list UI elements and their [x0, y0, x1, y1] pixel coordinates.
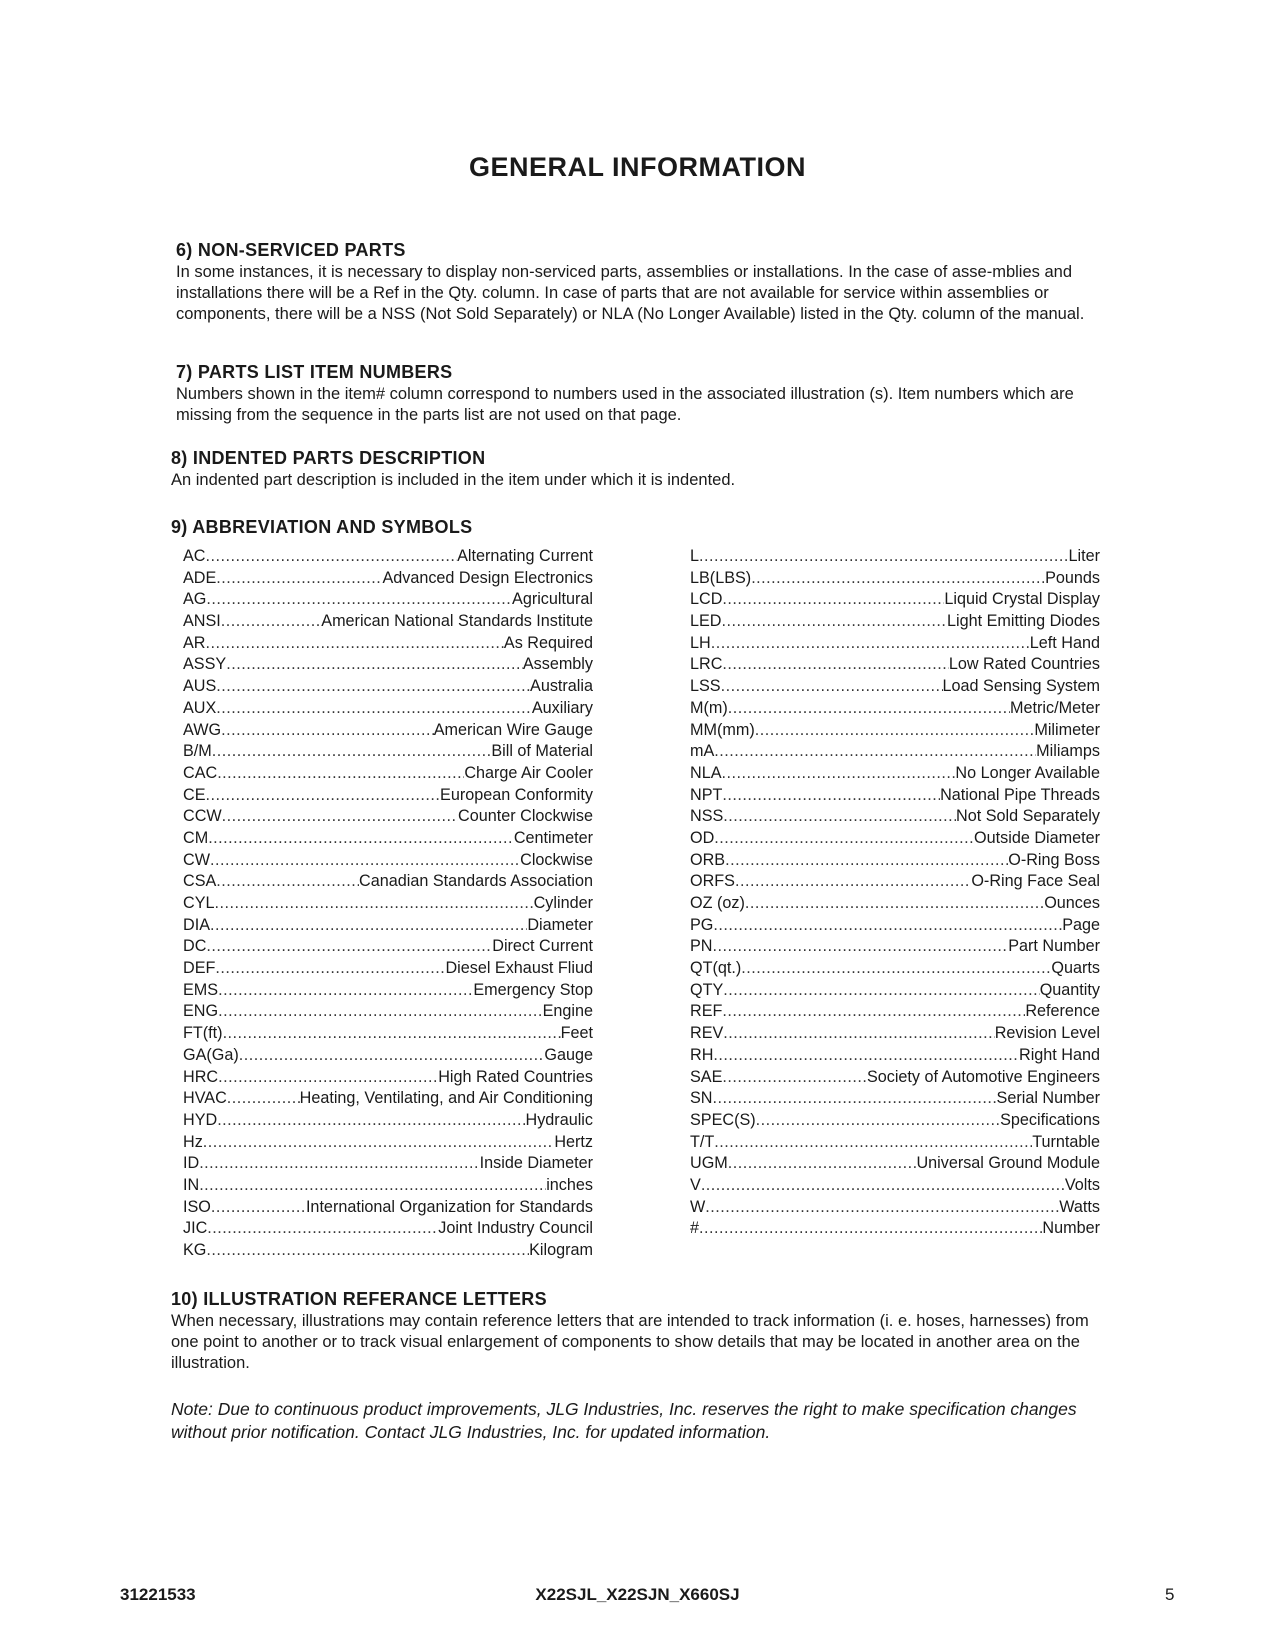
dot-leader [699, 546, 1068, 568]
abbreviation-code: HVAC [183, 1089, 227, 1108]
section-heading: 8) INDENTED PARTS DESCRIPTION [171, 448, 486, 468]
abbreviation-code: B/M [183, 742, 212, 761]
abbreviation-row [690, 936, 1100, 958]
abbreviation-row [690, 1197, 1100, 1219]
abbreviation-meaning: Universal Ground Module [916, 1154, 1100, 1173]
abbreviation-row [690, 546, 1100, 568]
dot-leader [216, 568, 382, 590]
dot-leader [741, 958, 1051, 980]
section-non-serviced-parts [176, 240, 1116, 325]
abbreviation-meaning: Reference [1025, 1002, 1100, 1021]
abbreviation-meaning: Society of Automotive Engineers [866, 1067, 1100, 1086]
abbreviation-meaning: Part Number [1008, 937, 1100, 956]
abbreviation-code: LRC [690, 655, 723, 674]
dot-leader [199, 1153, 479, 1175]
abbreviation-code: LB(LBS) [690, 568, 752, 587]
abbreviation-row [183, 806, 593, 828]
abbreviation-meaning: inches [546, 1175, 593, 1194]
abbreviation-row [690, 1153, 1100, 1175]
abbreviation-row [690, 741, 1100, 763]
abbreviation-meaning: Agricultural [512, 590, 593, 609]
abbreviation-meaning: Milimeter [1034, 720, 1100, 739]
abbreviation-code: ORFS [690, 872, 735, 891]
dot-leader [226, 654, 523, 676]
abbreviation-code: # [690, 1219, 700, 1238]
dot-leader [721, 676, 943, 698]
dot-leader [222, 806, 458, 828]
abbreviation-code: DIA [183, 915, 210, 934]
abbreviation-row [690, 1023, 1100, 1045]
dot-leader [210, 850, 520, 872]
abbreviation-row [690, 1175, 1100, 1197]
dot-leader [699, 1218, 1042, 1240]
dot-leader [217, 1110, 525, 1132]
dot-leader [714, 741, 1036, 763]
dot-leader [723, 980, 1039, 1002]
abbreviation-meaning: Hertz [554, 1132, 593, 1151]
abbreviation-code: LCD [690, 590, 723, 609]
abbreviation-code: DEF [183, 959, 216, 978]
dot-leader [713, 936, 1009, 958]
abbreviation-code: ID [183, 1154, 200, 1173]
abbreviation-meaning: Number [1042, 1219, 1100, 1238]
abbreviation-row [690, 850, 1100, 872]
section-parts-list-item-numbers [176, 362, 1116, 426]
section-indented-parts-description [171, 448, 1111, 491]
abbreviation-code: ADE [183, 568, 217, 587]
abbreviation-row [183, 828, 593, 850]
dot-leader [207, 1218, 438, 1240]
abbreviation-row [183, 1218, 593, 1240]
abbreviation-meaning: American National Standards Institute [321, 612, 593, 631]
abbreviation-row [183, 936, 593, 958]
abbreviation-meaning: Bill of Material [491, 742, 593, 761]
abbreviation-code: CCW [183, 807, 222, 826]
abbreviation-row [690, 915, 1100, 937]
abbreviation-meaning: Engine [542, 1002, 593, 1021]
abbreviation-code: T/T [690, 1132, 715, 1151]
abbreviation-row [183, 676, 593, 698]
abbreviation-code: SN [690, 1089, 713, 1108]
abbreviation-code: LED [690, 612, 722, 631]
dot-leader [713, 1088, 997, 1110]
abbreviation-meaning: Diesel Exhaust Fliud [445, 959, 593, 978]
dot-leader [728, 1153, 917, 1175]
abbreviation-row [690, 871, 1100, 893]
abbreviation-row [183, 763, 593, 785]
dot-leader [206, 1240, 529, 1262]
abbreviation-code: CAC [183, 763, 218, 782]
dot-leader [212, 741, 492, 763]
abbreviation-meaning: Kilogram [529, 1241, 593, 1259]
abbreviation-row [183, 1110, 593, 1132]
abbreviation-row [690, 785, 1100, 807]
abbreviation-row [690, 1045, 1100, 1067]
section-heading: 7) PARTS LIST ITEM NUMBERS [176, 362, 453, 382]
abbreviation-meaning: Load Sensing System [942, 677, 1100, 696]
abbreviation-meaning: Liter [1068, 547, 1100, 565]
abbreviation-meaning: International Organization for Standards [305, 1197, 593, 1216]
abbreviation-code: CE [183, 785, 206, 804]
abbreviation-code: QT(qt.) [690, 959, 742, 978]
abbreviation-code: SPEC(S) [690, 1110, 756, 1129]
abbreviation-code: PN [690, 937, 713, 956]
abbreviation-row [183, 1023, 593, 1045]
abbreviation-meaning: Emergency Stop [473, 980, 593, 999]
abbreviation-code: Hz [183, 1132, 203, 1151]
abbreviation-meaning: Turntable [1032, 1132, 1100, 1151]
abbreviation-row [690, 1067, 1100, 1089]
footer-models: X22SJL_X22SJN_X660SJ [535, 1585, 740, 1604]
abbreviation-row [690, 654, 1100, 676]
abbreviation-meaning: Direct Current [492, 937, 593, 956]
abbreviation-code: RH [690, 1045, 714, 1064]
abbreviation-meaning: Advanced Design Electronics [382, 568, 593, 587]
dot-leader [203, 1132, 555, 1154]
abbreviation-code: CW [183, 850, 210, 869]
abbreviation-row [690, 698, 1100, 720]
abbreviation-code: L [690, 547, 700, 565]
dot-leader [723, 806, 956, 828]
abbreviation-row [690, 958, 1100, 980]
section-body: Numbers shown in the item# column correspond to numbers used in the associated illustration (s). Item numbers which are missing from the sequence in the parts list are not used on that page. [176, 385, 1074, 424]
abbreviation-code: FT(ft) [183, 1024, 223, 1043]
abbreviation-meaning: Not Sold Separately [956, 807, 1100, 826]
abbreviation-row [183, 1088, 593, 1110]
abbreviation-code: DC [183, 937, 207, 956]
abbreviation-code: MM(mm) [690, 720, 755, 739]
abbreviation-meaning: Cylinder [533, 894, 593, 912]
dot-leader [206, 936, 492, 958]
abbreviation-row [183, 1132, 593, 1154]
abbreviation-meaning: American Wire Gauge [433, 720, 593, 739]
dot-leader [208, 828, 514, 850]
abbreviation-code: NLA [690, 763, 722, 782]
abbreviation-code: HYD [183, 1110, 218, 1129]
abbreviation-code: M(m) [690, 698, 728, 717]
abbreviation-meaning: Serial Number [996, 1089, 1100, 1108]
section-heading: 9) ABBREVIATION AND SYMBOLS [171, 517, 473, 537]
abbreviation-code: SAE [690, 1067, 723, 1086]
dot-leader [722, 1067, 867, 1089]
abbreviation-row [690, 633, 1100, 655]
section-heading: 6) NON-SERVICED PARTS [176, 240, 406, 260]
dot-leader [206, 785, 441, 807]
abbreviation-meaning: Quarts [1051, 959, 1100, 978]
abbreviation-row [183, 698, 593, 720]
abbreviation-meaning: Ounces [1044, 894, 1100, 912]
dot-leader [221, 720, 434, 742]
abbreviation-meaning: Feet [560, 1024, 593, 1043]
abbreviation-code: JIC [183, 1219, 208, 1238]
abbreviation-meaning: Joint Industry Council [438, 1219, 593, 1238]
abbreviation-meaning: Quantity [1039, 980, 1100, 999]
abbreviation-code: NSS [690, 807, 724, 826]
abbreviation-meaning: Left Hand [1029, 633, 1100, 652]
abbreviation-code: ENG [183, 1002, 219, 1021]
section-illustration-reference-letters [171, 1289, 1111, 1374]
dot-leader [206, 546, 458, 568]
abbreviation-code: AG [183, 590, 207, 609]
abbreviation-row [690, 1132, 1100, 1154]
dot-leader [218, 980, 473, 1002]
abbreviation-meaning: European Conformity [440, 785, 593, 804]
dot-leader [745, 893, 1044, 915]
dot-leader [711, 633, 1030, 655]
abbreviation-code: CM [183, 828, 209, 847]
dot-leader [210, 915, 527, 937]
dot-leader [223, 1023, 561, 1045]
abbreviation-meaning: As Required [503, 633, 593, 652]
dot-leader [722, 589, 944, 611]
dot-leader [199, 1175, 546, 1197]
section-abbreviations [171, 517, 1111, 539]
abbreviation-meaning: Metric/Meter [1010, 698, 1100, 717]
abbreviation-row [183, 1240, 593, 1262]
abbreviation-meaning: Outside Diameter [974, 828, 1100, 847]
note-text: Note: Due to continuous product improvements, JLG Industries, Inc. reserves the right to make specification changes without prior notification. Contact JLG Industries, Inc. for updated information. [171, 1399, 1077, 1442]
abbreviation-meaning: Auxiliary [531, 698, 593, 717]
abbreviation-meaning: Volts [1064, 1175, 1100, 1194]
abbreviation-code: REV [690, 1024, 724, 1043]
abbreviation-row [183, 1175, 593, 1197]
abbreviation-meaning: Charge Air Cooler [464, 763, 593, 782]
abbreviation-code: REF [690, 1002, 723, 1021]
abbreviation-list-right [690, 546, 1100, 1240]
abbreviation-code: ASSY [183, 655, 227, 674]
footer-doc-number: 31221533 [120, 1585, 196, 1604]
abbreviation-code: NPT [690, 785, 723, 804]
abbreviation-row [183, 980, 593, 1002]
abbreviation-code: OD [690, 828, 715, 847]
abbreviation-meaning: Liquid Crystal Display [944, 590, 1100, 609]
abbreviation-row [690, 1110, 1100, 1132]
abbreviation-meaning: Watts [1059, 1197, 1100, 1216]
dot-leader [216, 871, 359, 893]
dot-leader [714, 828, 974, 850]
abbreviation-meaning: No Longer Available [955, 763, 1100, 782]
dot-leader [714, 1132, 1032, 1154]
abbreviation-row [690, 980, 1100, 1002]
abbreviation-row [183, 1067, 593, 1089]
abbreviation-code: CYL [183, 894, 215, 912]
abbreviation-code: EMS [183, 980, 219, 999]
abbreviation-row [690, 589, 1100, 611]
abbreviation-row [183, 633, 593, 655]
abbreviation-code: ISO [183, 1197, 211, 1216]
dot-leader [723, 1023, 994, 1045]
abbreviation-row [690, 611, 1100, 633]
dot-leader [725, 850, 1008, 872]
dot-leader [216, 698, 532, 720]
abbreviation-meaning: Inside Diameter [479, 1154, 593, 1173]
abbreviation-meaning: Hydraulic [525, 1110, 593, 1129]
abbreviation-row [183, 871, 593, 893]
abbreviation-row [690, 828, 1100, 850]
dot-leader [705, 1197, 1059, 1219]
abbreviation-code: LH [690, 633, 711, 652]
abbreviation-meaning: Heating, Ventilating, and Air Conditioning [299, 1089, 593, 1108]
abbreviation-row [183, 589, 593, 611]
dot-leader [218, 1001, 543, 1023]
dot-leader [216, 676, 530, 698]
dot-leader [206, 633, 504, 655]
section-body: An indented part description is included in the item under which it is indented. [171, 471, 736, 489]
dot-leader [722, 611, 948, 633]
dot-leader [756, 1110, 1000, 1132]
dot-leader [722, 1001, 1025, 1023]
abbreviation-row [183, 654, 593, 676]
dot-leader [206, 589, 512, 611]
abbreviation-row [183, 1197, 593, 1219]
abbreviation-row [690, 720, 1100, 742]
dot-leader [217, 763, 464, 785]
abbreviation-row [183, 741, 593, 763]
dot-leader [701, 1175, 1065, 1197]
abbreviation-code: LSS [690, 677, 721, 696]
dot-leader [227, 1088, 300, 1110]
abbreviation-code: ORB [690, 850, 726, 869]
abbreviation-code: AWG [183, 720, 222, 739]
abbreviation-row [183, 958, 593, 980]
abbreviation-row [690, 1001, 1100, 1023]
abbreviation-row [690, 806, 1100, 828]
abbreviation-code: AUX [183, 698, 217, 717]
abbreviation-meaning: Canadian Standards Association [359, 872, 593, 891]
abbreviation-meaning: Assembly [522, 655, 593, 674]
abbreviation-row [690, 893, 1100, 915]
dot-leader [755, 720, 1035, 742]
abbreviation-row [690, 763, 1100, 785]
dot-leader [722, 785, 940, 807]
abbreviation-code: QTY [690, 980, 724, 999]
abbreviation-row [690, 1088, 1100, 1110]
page-title: GENERAL INFORMATION [469, 152, 806, 182]
abbreviation-row [183, 915, 593, 937]
dot-leader [728, 698, 1010, 720]
abbreviation-code: HRC [183, 1067, 219, 1086]
abbreviation-meaning: Low Rated Countries [948, 655, 1100, 674]
dot-leader [215, 893, 534, 915]
abbreviation-row [183, 1153, 593, 1175]
footer-page-number: 5 [1165, 1585, 1175, 1604]
abbreviation-row [183, 720, 593, 742]
abbreviation-row [183, 546, 593, 568]
abbreviation-meaning: Pounds [1045, 568, 1100, 587]
section-heading: 10) ILLUSTRATION REFERANCE LETTERS [171, 1289, 547, 1309]
abbreviation-meaning: Specifications [1000, 1110, 1100, 1129]
abbreviation-row [183, 611, 593, 633]
abbreviation-row [690, 676, 1100, 698]
section-body: When necessary, illustrations may contain reference letters that are intended to track information (i. e. hoses, harnesses) from one point to another or to track visual enlargement of components to show details that may be located in another area on the illustration. [171, 1312, 1089, 1372]
dot-leader [211, 1197, 306, 1219]
abbreviation-meaning: Gauge [544, 1045, 593, 1064]
abbreviation-code: OZ (oz) [690, 894, 745, 912]
abbreviation-row [183, 785, 593, 807]
abbreviation-row [183, 850, 593, 872]
abbreviation-list-left [183, 546, 593, 1262]
abbreviation-row [183, 1045, 593, 1067]
abbreviation-meaning: O-Ring Face Seal [971, 872, 1100, 891]
abbreviation-row [690, 1218, 1100, 1240]
dot-leader [751, 568, 1045, 590]
abbreviation-row [183, 568, 593, 590]
dot-leader [215, 958, 445, 980]
abbreviation-code: ANSI [183, 612, 221, 631]
dot-leader [239, 1045, 545, 1067]
abbreviation-code: CSA [183, 872, 217, 891]
abbreviation-meaning: National Pipe Threads [940, 785, 1100, 804]
abbreviation-meaning: High Rated Countries [438, 1067, 593, 1086]
section-body: In some instances, it is necessary to display non-serviced parts, assemblies or installations. In the case of asse-mblies and installations there will be a Ref in the Qty. column. In case of parts that are not available for service within assemblies or components, there will be a NSS (Not Sold Separately) or NLA (No Longer Available) listed in the Qty. column of the manual. [176, 263, 1085, 323]
abbreviation-meaning: O-Ring Boss [1008, 850, 1100, 869]
dot-leader [722, 654, 948, 676]
abbreviation-code: GA(Ga) [183, 1045, 239, 1064]
abbreviation-code: W [690, 1197, 706, 1216]
abbreviation-code: KG [183, 1241, 207, 1259]
dot-leader [221, 611, 321, 633]
abbreviation-meaning: Light Emitting Diodes [947, 612, 1100, 631]
abbreviation-row [183, 1001, 593, 1023]
abbreviation-code: AR [183, 633, 206, 652]
abbreviation-meaning: Alternating Current [457, 547, 593, 565]
dot-leader [713, 1045, 1019, 1067]
abbreviation-code: AC [183, 547, 206, 565]
dot-leader [722, 763, 956, 785]
abbreviation-meaning: Diameter [527, 915, 593, 934]
abbreviation-code: UGM [690, 1154, 728, 1173]
dot-leader [218, 1067, 438, 1089]
abbreviation-code: PG [690, 915, 714, 934]
dot-leader [735, 871, 971, 893]
abbreviation-meaning: Right Hand [1019, 1045, 1100, 1064]
abbreviation-meaning: Counter Clockwise [458, 807, 593, 826]
abbreviation-meaning: Australia [530, 677, 593, 696]
abbreviation-meaning: Clockwise [520, 850, 593, 869]
abbreviation-row [690, 568, 1100, 590]
abbreviation-meaning: Page [1062, 915, 1100, 934]
abbreviation-code: V [690, 1175, 701, 1194]
abbreviation-code: AUS [183, 677, 217, 696]
abbreviation-row [183, 893, 593, 915]
abbreviation-meaning: Centimeter [513, 828, 593, 847]
abbreviation-meaning: Miliamps [1036, 742, 1100, 761]
dot-leader [713, 915, 1062, 937]
abbreviation-code: mA [690, 742, 715, 761]
abbreviation-meaning: Revision Level [994, 1024, 1100, 1043]
abbreviation-code: IN [183, 1175, 200, 1194]
